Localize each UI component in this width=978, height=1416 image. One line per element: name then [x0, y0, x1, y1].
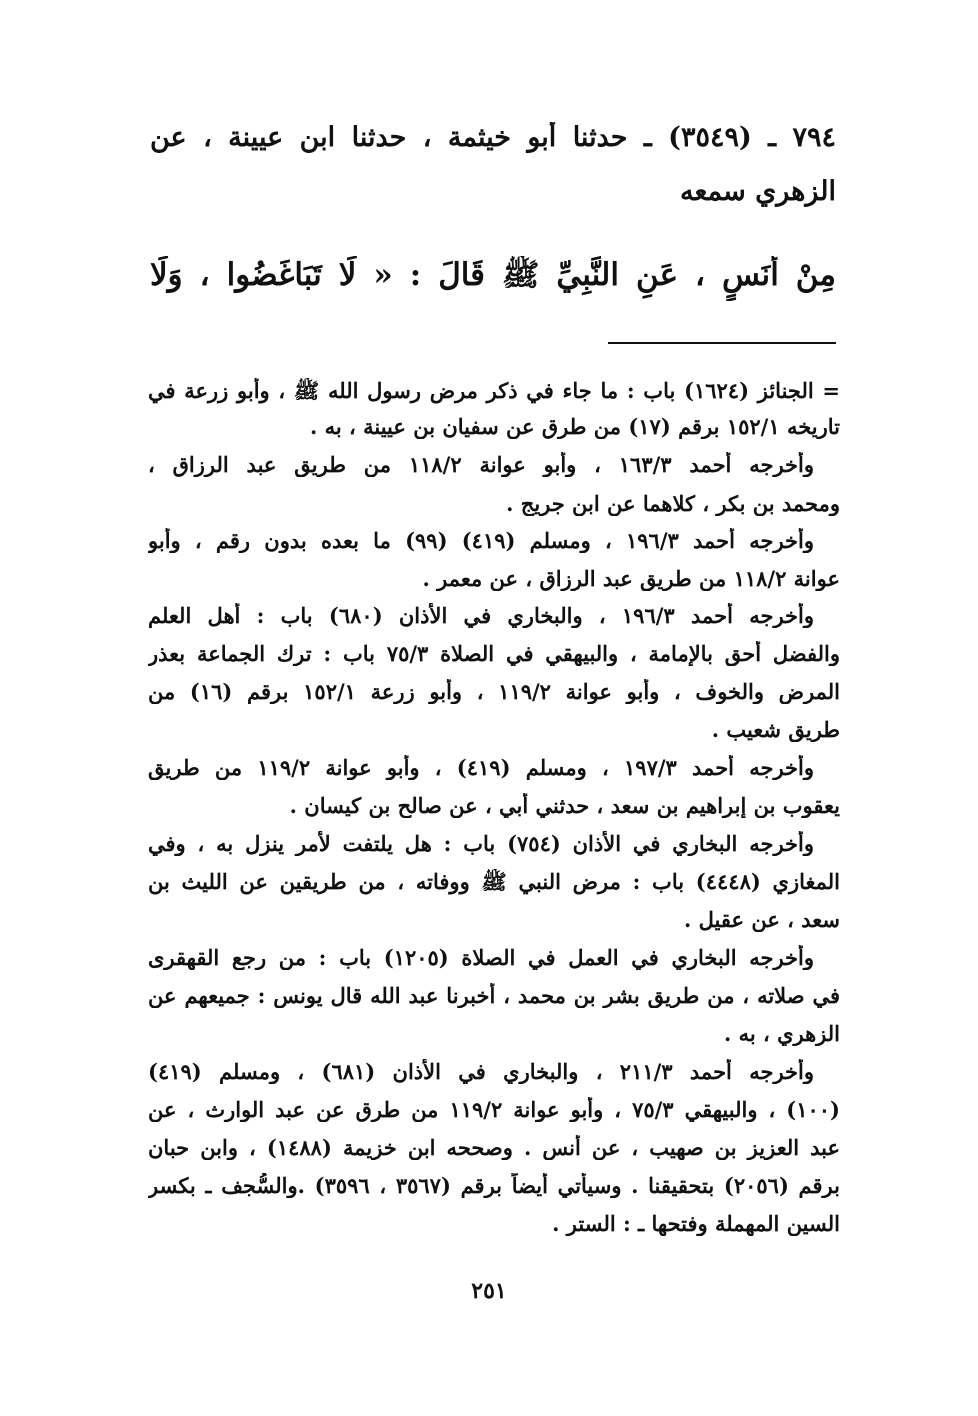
footnote-line: وأخرجه أحمد ١٦٣/٣ ، وأبو عوانة ١١٨/٢ من طريق عبد الرزاق ،	[148, 452, 814, 477]
footnote-line: وأخرجه البخاري في العمل في الصلاة (١٢٠٥) باب : من رجع القهقرى	[148, 945, 814, 970]
footnote-line: طريق شعيب .	[711, 717, 840, 742]
footnote-line: وأخرجه البخاري في الأذان (٧٥٤) باب : هل يلتفت لأمر ينزل به ، وفي	[148, 831, 814, 856]
footnote-line: السين المهملة وفتحها ـ : الستر .	[552, 1211, 840, 1236]
footnote-line: المرض والخوف ، وأبو عوانة ١١٩/٢ ، وأبو زرعة ١٥٢/١ برقم (١٦) من	[148, 679, 840, 704]
footnote-line: سعد ، عن عقيل .	[684, 907, 840, 932]
footnote-line: الزهري ، به .	[723, 1021, 840, 1046]
footnote-line: المغازي (٤٤٤٨) باب : مرض النبي ﷺ ووفاته ، من طريقين عن الليث بن	[148, 869, 840, 894]
footnote-line: وأخرجه أحمد ١٩٦/٣ ، ومسلم (٤١٩) (٩٩) ما بعده بدون رقم ، وأبو	[148, 528, 814, 553]
footnote-line: عبد العزيز بن صهيب ، عن أنس . وصححه ابن خزيمة (١٤٨٨) ، وابن حبان	[148, 1135, 840, 1160]
footnote-line: وأخرجه أحمد ١٩٦/٣ ، والبخاري في الأذان (٦٨٠) باب : أهل العلم	[148, 603, 814, 628]
hadith-isnad-line-2: الزهري سمعه	[679, 176, 836, 207]
footnote-line: = الجنائز (١٦٢٤) باب : ما جاء في ذكر مرض رسول الله ﷺ ، وأبو زرعة في	[148, 378, 840, 403]
footnote-divider	[608, 342, 836, 344]
footnote-line: عوانة ١١٨/٢ من طريق عبد الرزاق ، عن معمر .	[422, 566, 840, 591]
footnote-line: وأخرجه أحمد ١٩٧/٣ ، ومسلم (٤١٩) ، وأبو عوانة ١١٩/٢ من طريق	[148, 755, 814, 780]
footnote-line: ومحمد بن بكر ، كلاهما عن ابن جريج .	[506, 491, 840, 516]
footnote-line: في صلاته ، من طريق بشر بن محمد ، أخبرنا عبد الله قال يونس : جميعهم عن	[148, 983, 840, 1008]
footnote-line: تاريخه ١٥٢/١ برقم (١٧) من طرق عن سفيان بن عيينة ، به .	[309, 414, 840, 439]
footnote-line: والفضل أحق بالإمامة ، والبيهقي في الصلاة ٧٥/٣ باب : ترك الجماعة بعذر	[148, 641, 840, 666]
page-number: ٢٥١	[471, 1278, 507, 1304]
footnote-line: (١٠٠) ، والبيهقي ٧٥/٣ ، وأبو عوانة ١١٩/٢ من طرق عن عبد الوارث ، عن	[148, 1097, 840, 1122]
footnote-line: برقم (٢٠٥٦) بتحقيقنا . وسيأتي أيضاً برقم (٣٥٦٧ ، ٣٥٩٦) .والسُّجف ـ بكسر	[148, 1173, 840, 1198]
footnote-line: وأخرجه أحمد ٢١١/٣ ، والبخاري في الأذان (٦٨١) ، ومسلم (٤١٩)	[148, 1059, 814, 1084]
hadith-isnad-line-1: ٧٩٤ ـ (٣٥٤٩) ـ حدثنا أبو خيثمة ، حدثنا ابن عيينة ، عن	[150, 122, 836, 153]
footnote-line: يعقوب بن إبراهيم بن سعد ، حدثني أبي ، عن صالح بن كيسان .	[289, 793, 840, 818]
hadith-matn-line: مِنْ أَنَسٍ ، عَنِ النَّبِيِّ ﷺ قَالَ : « لَا تَبَاغَضُوا ، وَلَا	[150, 257, 836, 293]
